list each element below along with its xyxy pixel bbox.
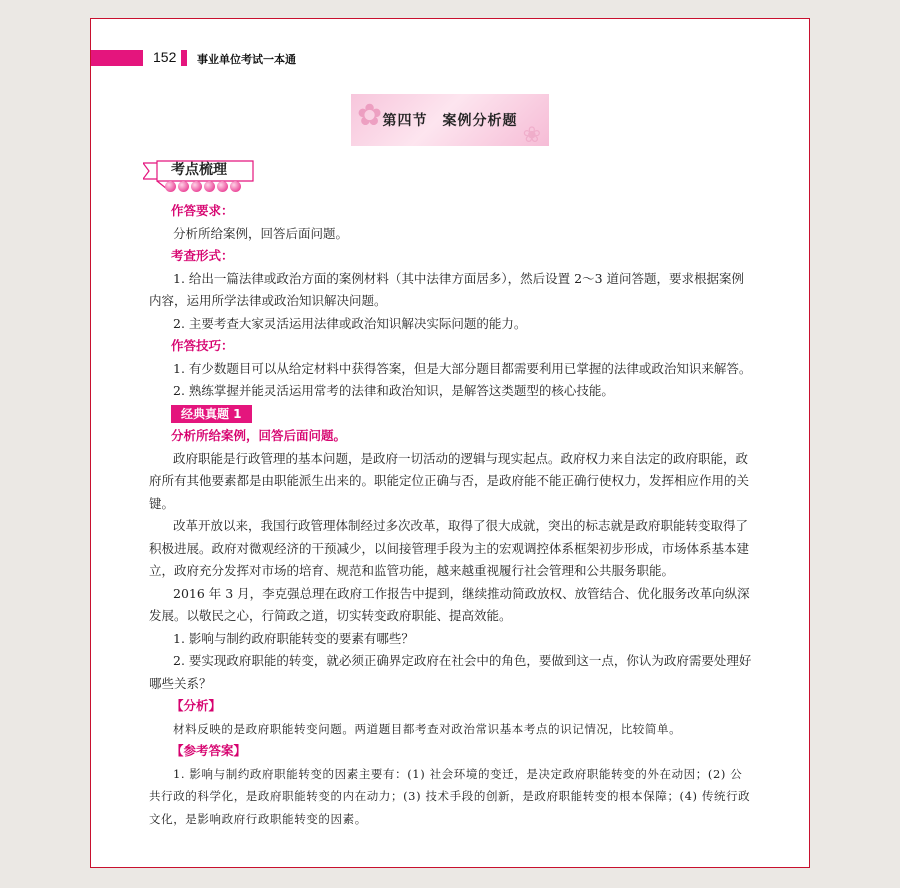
- case-question: 2. 要实现政府职能的转变，就必须正确界定政府在社会中的角色，要做到这一点，你认为政府需要处理好哪些关系？: [149, 653, 752, 691]
- requirement-text: 分析所给案例，回答后面问题。: [173, 225, 349, 241]
- form-heading: 考查形式：: [171, 248, 234, 263]
- skills-item: 1. 有少数题目可以从给定材料中获得答案，但是大部分题目都需要利用已掌握的法律或政治知识来解答。: [173, 360, 752, 376]
- page-content: [149, 200, 753, 830]
- decorative-dots: [165, 181, 241, 192]
- page-number: 152: [153, 49, 177, 65]
- skills-heading: 作答技巧：: [171, 338, 234, 353]
- dot-icon: [204, 181, 215, 192]
- dot-icon: [191, 181, 202, 192]
- section-title: 第四节 案例分析题: [382, 113, 518, 129]
- form-item: 2. 主要考查大家灵活运用法律或政治知识解决实际问题的能力。: [173, 315, 527, 331]
- book-title: 事业单位考试一本通: [197, 53, 296, 66]
- book-page: [90, 18, 810, 868]
- blossom-icon: ❀: [522, 123, 541, 146]
- case-paragraph: 政府职能是行政管理的基本问题，是政府一切活动的逻辑与现实起点。政府权力来自法定的政府职能，政府所有其他要素都是由职能派生出来的。职能定位正确与否，是政府能不能正确行使权力，发挥相应作用的关键。: [149, 450, 750, 511]
- dot-icon: [230, 181, 241, 192]
- blossom-icon: ✿: [357, 98, 383, 133]
- analysis-heading: 【分析】: [171, 698, 222, 713]
- kaodian-title: 考点梳理: [171, 162, 227, 178]
- case-paragraph: 改革开放以来，我国行政管理体制经过多次改革，取得了很大成就，突出的标志就是政府职能转变取得了积极进展。政府对微观经济的干预减少，以间接管理手段为主的宏观调控体系框架初步形成，市场体系基本建立，政府充分发挥对市场的培育、规范和监管功能，越来越重视履行社会管理和公共服务职能。: [149, 518, 750, 578]
- answer-text: 1. 影响与制约政府职能转变的因素主要有：(1) 社会环境的变迁，是决定政府职能转变的外在动因；(2) 公共行政的科学化，是政府职能转变的内在动力；(3) 技术手段的创新，是政府职能转变的根本保障；(4) 传统行政文化，是影响政府行政职能转变的因素。: [149, 766, 751, 826]
- skills-item: 2. 熟练掌握并能灵活运用常考的法律和政治知识，是解答这类题型的核心技能。: [173, 383, 614, 398]
- form-item: 1. 给出一篇法律或政治方面的案例材料（其中法律方面居多），然后设置 2～3 道问答题，要求根据案例内容，运用所学法律或政治知识解决问题。: [149, 270, 745, 308]
- dot-icon: [178, 181, 189, 192]
- case-badge: 经典真题 1: [171, 405, 252, 423]
- requirement-heading: 作答要求：: [171, 203, 234, 218]
- analysis-text: 材料反映的是政府职能转变问题。两道题目都考查对政治常识基本考点的识记情况，比较简单。: [173, 721, 682, 736]
- header-separator: [181, 50, 187, 66]
- case-paragraph: 2016 年 3 月，李克强总理在政府工作报告中提到，继续推动简政放权、放管结合、优化服务改革向纵深发展。以敬民之心，行简政之道，切实转变政府职能、提高效能。: [149, 585, 750, 623]
- case-question: 1. 影响与制约政府职能转变的要素有哪些？: [173, 630, 414, 646]
- dot-icon: [217, 181, 228, 192]
- answer-heading: 【参考答案】: [171, 743, 247, 758]
- dot-icon: [165, 181, 176, 192]
- header-accent-bar: [91, 50, 143, 66]
- case-instruction: 分析所给案例，回答后面问题。: [171, 428, 347, 443]
- section-banner: [351, 94, 549, 146]
